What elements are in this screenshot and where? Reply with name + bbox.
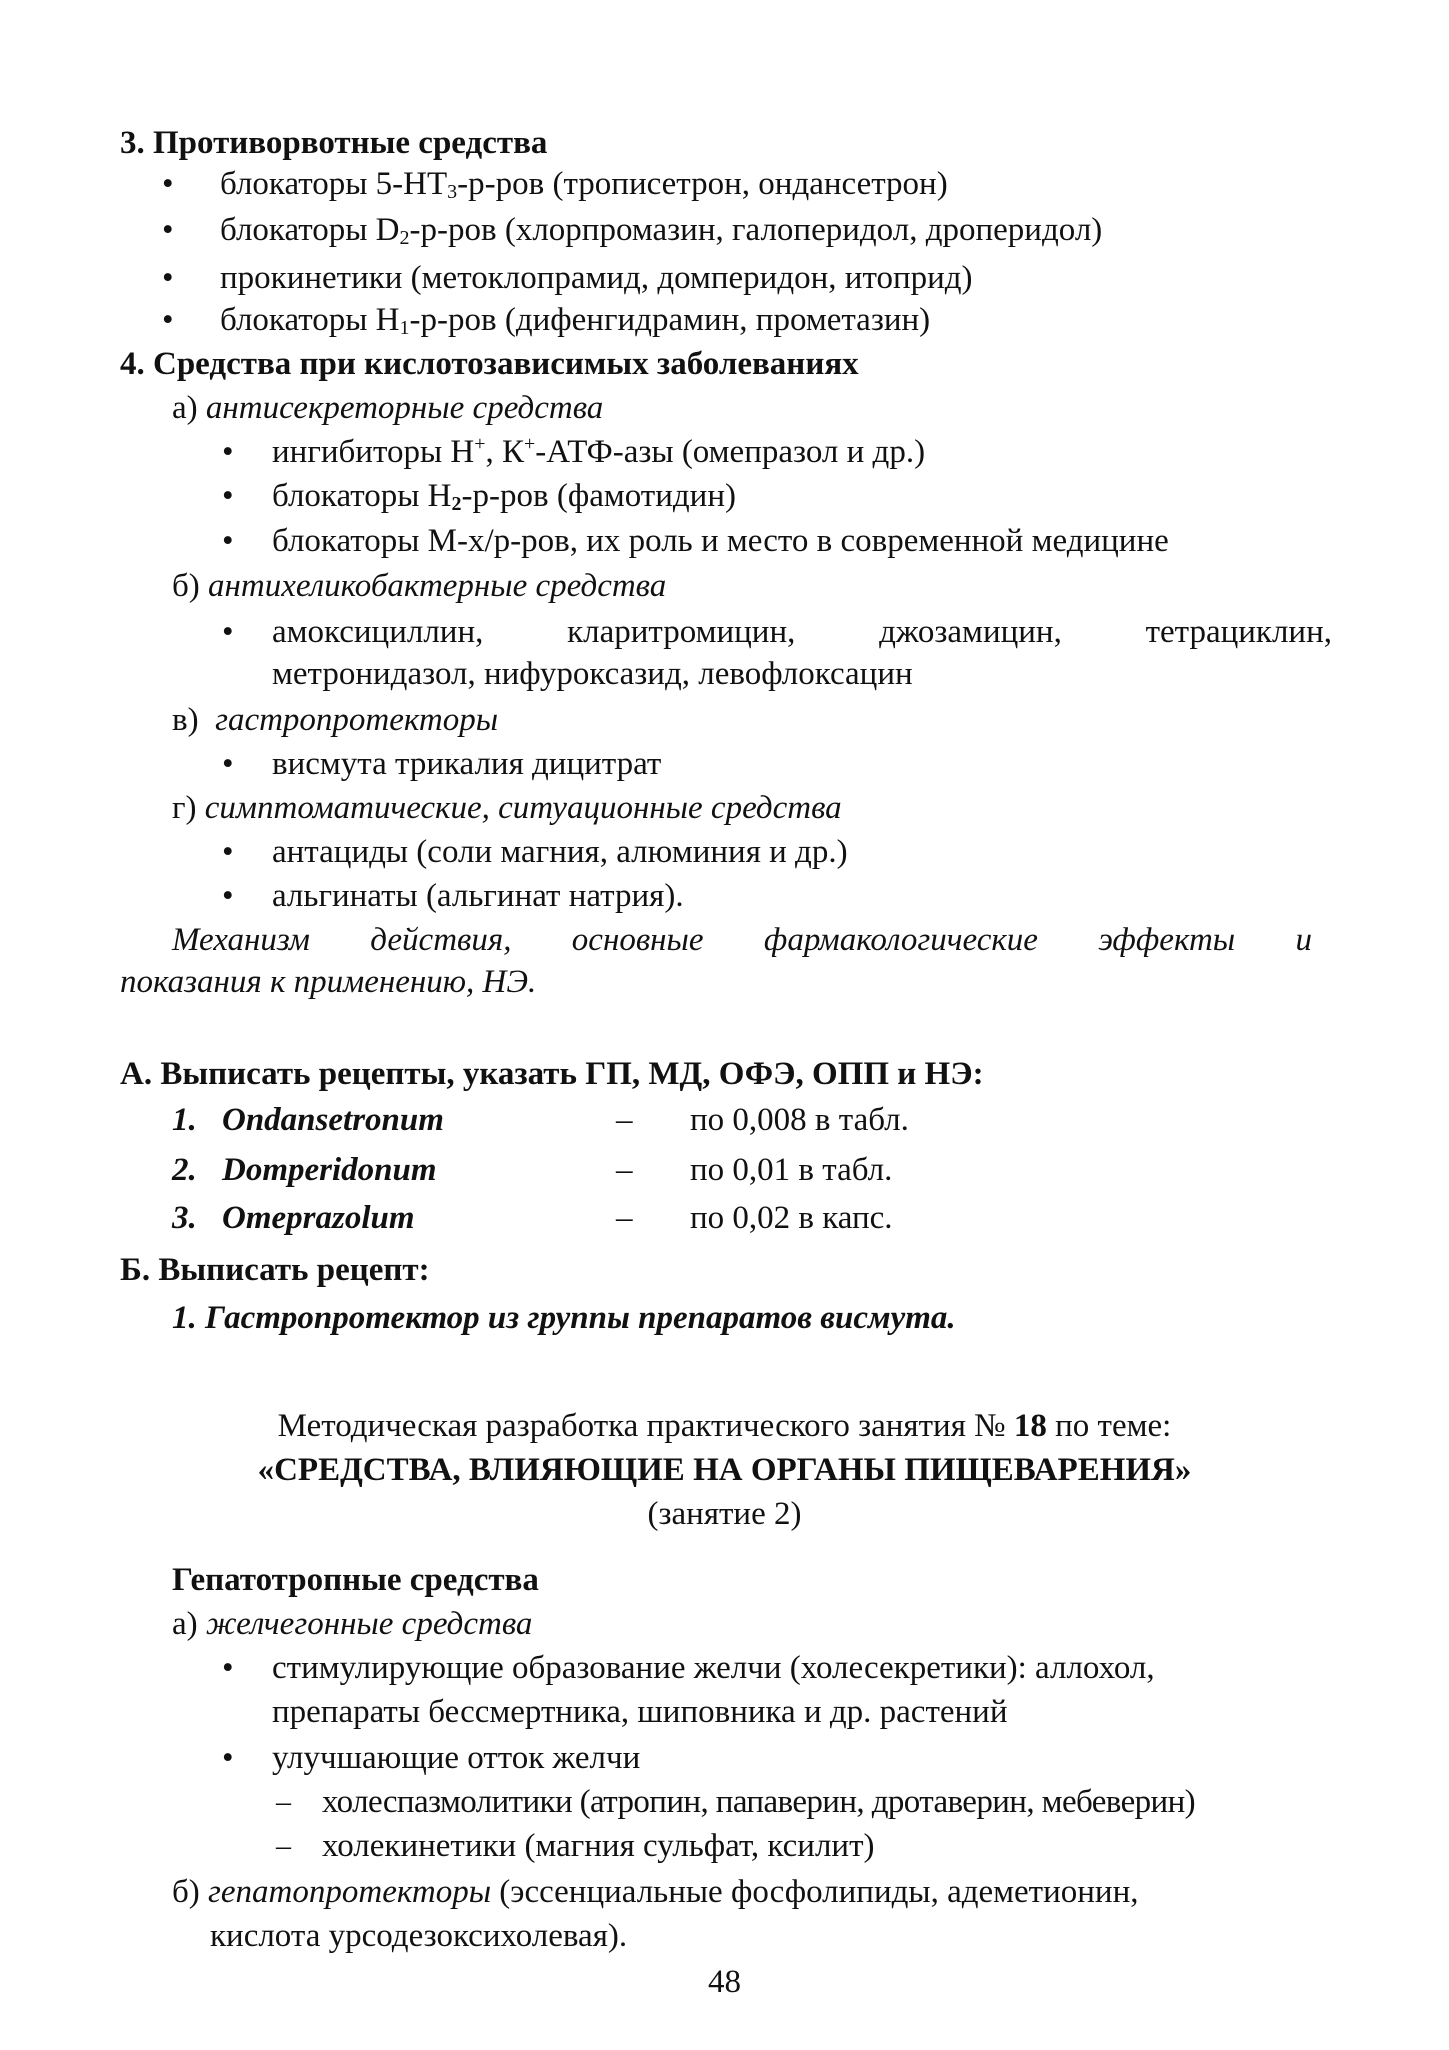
bullet: • <box>162 302 174 338</box>
subsection-b: б) антихеликобактерные средства <box>172 568 667 604</box>
bullet: • <box>222 434 234 470</box>
bullet: • <box>222 878 234 914</box>
bullet: • <box>162 212 174 248</box>
sub-list-item: холеспазмолитики (атропин, папаверин, дротаверин, мебеверин) <box>322 1784 1196 1820</box>
list-item: альгинаты (альгинат натрия). <box>272 878 684 914</box>
rx-drug-name: Omeprazolum <box>222 1200 415 1236</box>
task-a-title: А. Выписать рецепты, указать ГП, МД, ОФЭ, ОПП и НЭ: <box>120 1056 984 1092</box>
rx-dose: по 0,008 в табл. <box>690 1102 909 1138</box>
rx-dash: – <box>616 1152 633 1188</box>
task-b-title: Б. Выписать рецепт: <box>120 1252 430 1288</box>
mechanism-note: Механизм действия, основные фармакологические эффекты и <box>172 922 1312 958</box>
bullet: • <box>222 1740 234 1776</box>
hepato-subsection-a: а) желчегонные средства <box>172 1606 533 1642</box>
rx-dose: по 0,02 в капс. <box>690 1200 893 1236</box>
list-item: блокаторы М-х/р-ров, их роль и место в современной медицине <box>272 523 1169 559</box>
section-3-title: 3. Противорвотные средства <box>120 125 548 161</box>
list-item: блокаторы $D_2-р$-ров (хлорпромазин, галоперидол, дроперидол) <box>220 212 1103 249</box>
bullet: • <box>222 746 234 782</box>
rx-dash: – <box>616 1102 633 1138</box>
task-b-item: 1. Гастропротектор из группы препаратов висмута. <box>172 1300 956 1336</box>
list-item: блокаторы $Н_2-р$-ров (фамотидин) <box>272 478 736 515</box>
bullet: • <box>222 614 234 650</box>
bullet: • <box>222 478 234 514</box>
list-item-continuation: метронидазол, нифуроксазид, левофлоксацин <box>272 656 913 692</box>
sub-list-item: холекинетики (магния сульфат, ксилит) <box>322 1828 875 1864</box>
rx-number: 3. <box>172 1200 197 1236</box>
list-item: блокаторы $5-НТ_3-р$-ров (трописетрон, ондансетрон) <box>220 166 948 203</box>
list-item: прокинетики (метоклопрамид, домперидон, итоприд) <box>220 260 973 296</box>
hepato-subsection-b: б) гепатопротекторы (эссенциальные фосфолипиды, адеметионин, <box>172 1874 1139 1910</box>
lesson-intro: Методическая разработка практического занятия № 18 по теме: <box>277 1408 1172 1444</box>
list-item: амоксициллин, кларитромицин, джозамицин, тетрациклин, <box>272 614 1332 650</box>
bullet: • <box>162 166 174 202</box>
rx-dose: по 0,01 в табл. <box>690 1152 893 1188</box>
hepato-title: Гепатотропные средства <box>172 1562 539 1598</box>
section-4-title: 4. Средства при кислотозависимых заболеваниях <box>120 346 859 382</box>
dash-marker: – <box>276 1785 291 1818</box>
bullet: • <box>222 1650 234 1686</box>
hepato-subsection-b-continuation: кислота урсодезоксихолевая). <box>210 1918 628 1954</box>
subsection-a: а) антисекреторные средства <box>172 390 604 426</box>
bullet: • <box>222 523 234 559</box>
list-item: ингибиторы Н+, К+-АТФ-азы (омепразол и др.) <box>272 433 926 470</box>
list-item: блокаторы $Н_1-р$-ров (дифенгидрамин, прометазин) <box>220 302 931 339</box>
lesson-title: «СРЕДСТВА, ВЛИЯЮЩИЕ НА ОРГАНЫ ПИЩЕВАРЕНИЯ» <box>257 1452 1192 1488</box>
list-item: висмута трикалия дицитрат <box>272 746 662 782</box>
subsection-g: г) симптоматические, ситуационные средства <box>172 790 842 826</box>
list-item-continuation: препараты бессмертника, шиповника и др. растений <box>272 1694 1008 1730</box>
rx-dash: – <box>616 1200 633 1236</box>
rx-drug-name: Domperidonum <box>222 1152 437 1188</box>
subsection-v: в) гастропротекторы <box>172 702 499 738</box>
lesson-subtitle: (занятие 2) <box>647 1496 802 1532</box>
rx-drug-name: Ondansetronum <box>222 1102 444 1138</box>
mechanism-note-continuation: показания к применению, НЭ. <box>120 964 537 1000</box>
list-item: стимулирующие образование желчи (холесекретики): аллохол, <box>272 1650 1155 1686</box>
rx-number: 2. <box>172 1152 197 1188</box>
list-item: антациды (соли магния, алюминия и др.) <box>272 834 848 870</box>
rx-number: 1. <box>172 1102 197 1138</box>
bullet: • <box>222 834 234 870</box>
page-number: 48 <box>708 1964 741 2000</box>
list-item: улучшающие отток желчи <box>272 1740 641 1776</box>
bullet: • <box>162 260 174 296</box>
dash-marker: – <box>276 1829 291 1862</box>
